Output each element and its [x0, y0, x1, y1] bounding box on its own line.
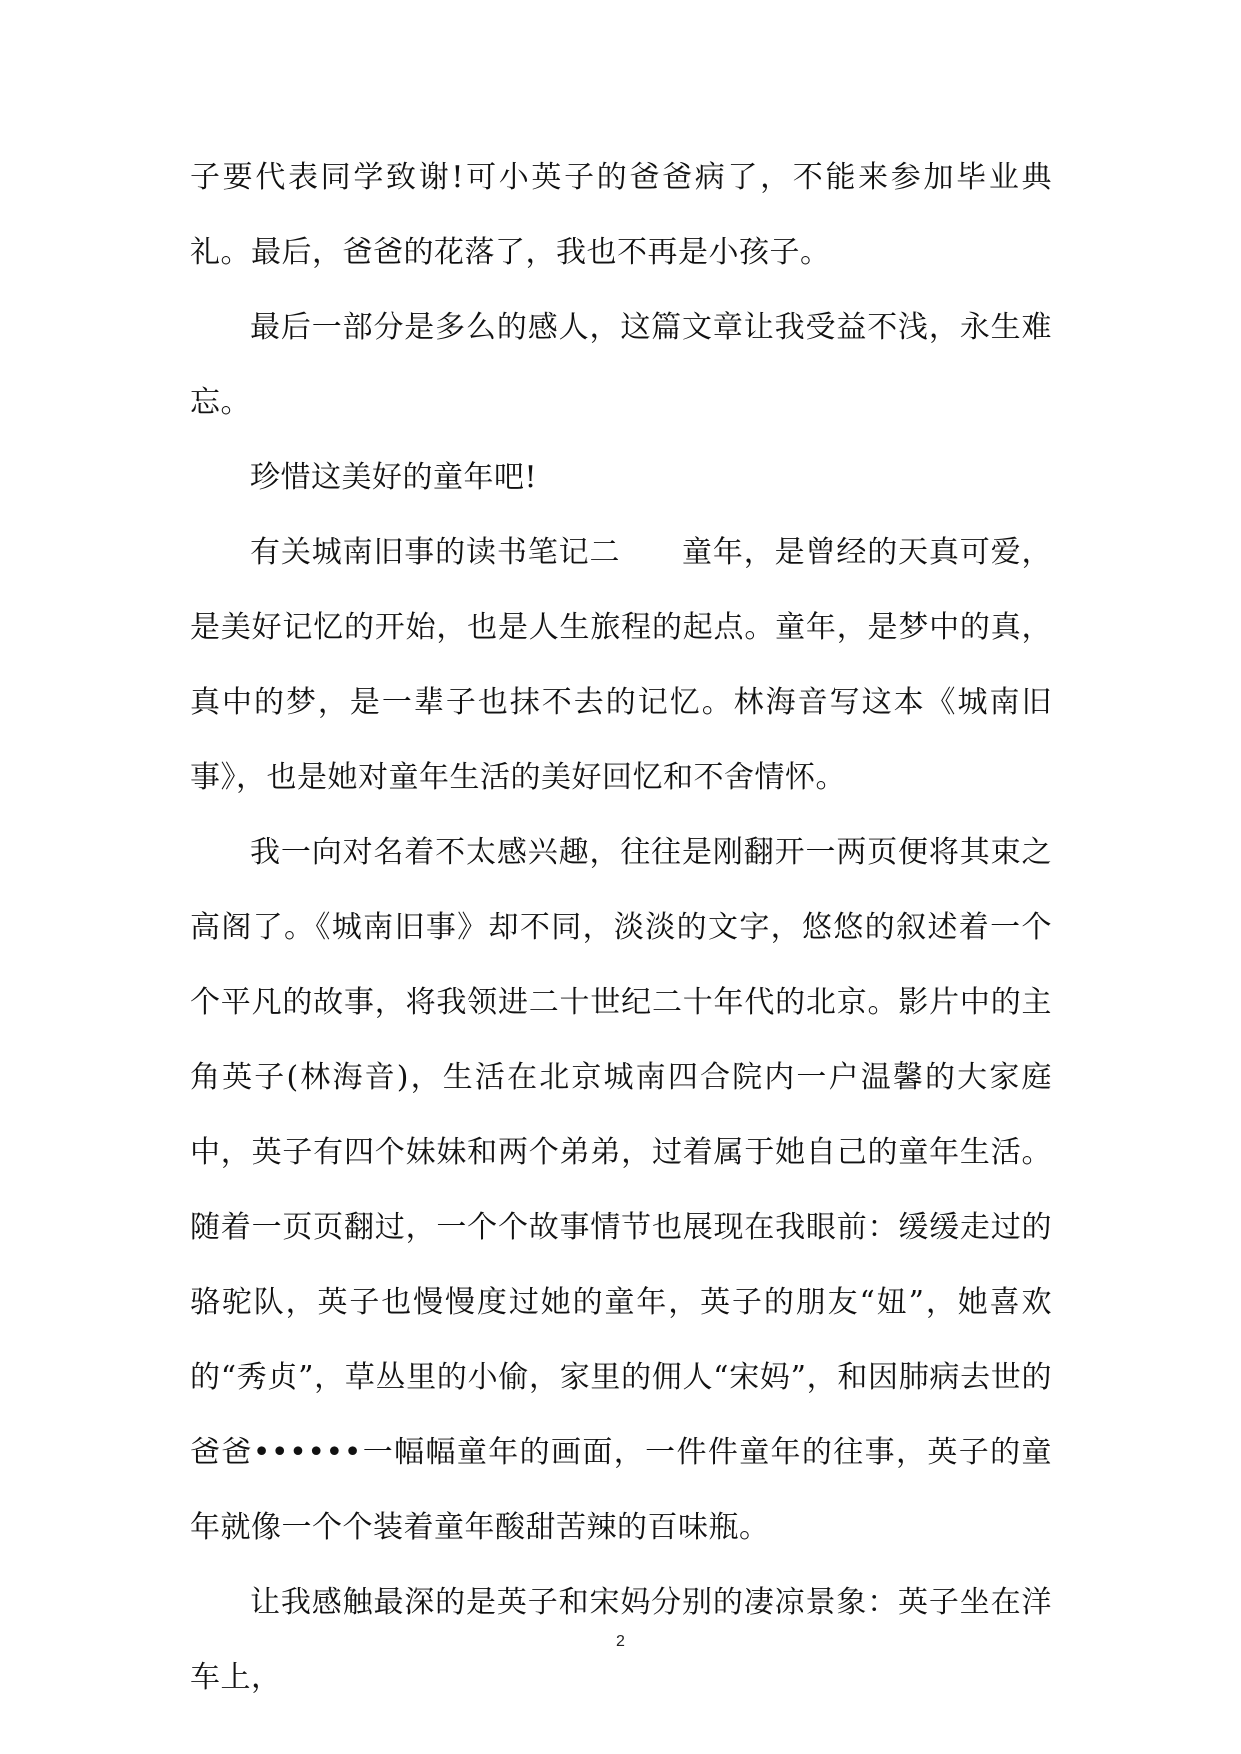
paragraph-4: 有关城南旧事的读书笔记二 童年，是曾经的天真可爱，是美好记忆的开始，也是人生旅程的起点。童年，是梦中的真，真中的梦，是一辈子也抹不去的记忆。林海音写这本《城南旧事》，也是她对童年生活的美好回忆和不舍情怀。 [190, 535, 1052, 795]
paragraph-3: 珍惜这美好的童年吧! [250, 460, 538, 495]
paragraph-1: 子要代表同学致谢!可小英子的爸爸病了，不能来参加毕业典礼。最后，爸爸的花落了，我也不再是小孩子。 [190, 160, 1052, 270]
paragraph-2: 最后一部分是多么的感人，这篇文章让我受益不浅，永生难忘。 [190, 310, 1052, 420]
body-text [190, 140, 1052, 1715]
paragraph-6: 让我感触最深的是英子和宋妈分别的凄凉景象：英子坐在洋车上， [190, 1585, 1052, 1695]
page-number: 2 [616, 1633, 625, 1650]
paragraph-5: 我一向对名着不太感兴趣，往往是刚翻开一两页便将其束之高阁了。《城南旧事》却不同，淡淡的文字，悠悠的叙述着一个个平凡的故事，将我领进二十世纪二十年代的北京。影片中的主角英子(林海音)，生活在北京城南四合院内一户温馨的大家庭中，英子有四个妹妹和两个弟弟，过着属于她自己的童年生活。随着一页页翻过，一个个故事情节也展现在我眼前：缓缓走过的骆驼队，英子也慢慢度过她的童年，英子的朋友“妞”，她喜欢的“秀贞”，草丛里的小偷，家里的佣人“宋妈”，和因肺病去世的爸爸••••••一幅幅童年的画面，一件件童年的往事，英子的童年就像一个个装着童年酸甜苦辣的百味瓶。 [190, 835, 1052, 1545]
